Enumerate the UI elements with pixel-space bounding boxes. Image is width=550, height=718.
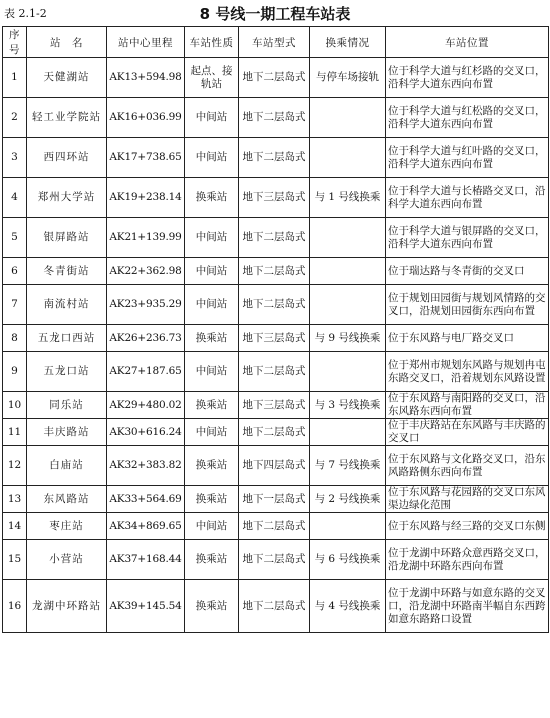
cell-type: 地下二层岛式 <box>239 513 310 540</box>
cell-type: 地下一层岛式 <box>239 486 310 513</box>
cell-location: 位于科学大道与长椿路交叉口，沿科学大道东西向布置 <box>386 178 549 218</box>
cell-type: 地下二层岛式 <box>239 98 310 138</box>
cell-nature: 换乘站 <box>185 540 239 580</box>
cell-station-name: 郑州大学站 <box>27 178 107 218</box>
cell-type: 地下二层岛式 <box>239 138 310 178</box>
cell-nature: 中间站 <box>185 352 239 392</box>
cell-no: 4 <box>3 178 27 218</box>
cell-station-name: 天健湖站 <box>27 58 107 98</box>
cell-transfer <box>310 258 386 285</box>
cell-station-name: 白庙站 <box>27 446 107 486</box>
cell-no: 13 <box>3 486 27 513</box>
cell-no: 6 <box>3 258 27 285</box>
cell-no: 15 <box>3 540 27 580</box>
cell-location: 位于东风路与南阳路的交叉口，沿东风路东西向布置 <box>386 392 549 419</box>
cell-location: 位于科学大道与银屏路的交叉口，沿科学大道东西向布置 <box>386 218 549 258</box>
cell-type: 地下二层岛式 <box>239 218 310 258</box>
table-row <box>3 258 549 285</box>
cell-mileage: AK32+383.82 <box>107 446 185 486</box>
cell-nature: 中间站 <box>185 138 239 178</box>
cell-type: 地下二层岛式 <box>239 580 310 633</box>
station-table <box>2 26 549 633</box>
cell-nature: 换乘站 <box>185 392 239 419</box>
cell-no: 10 <box>3 392 27 419</box>
table-row <box>3 138 549 178</box>
cell-no: 2 <box>3 98 27 138</box>
cell-mileage: AK34+869.65 <box>107 513 185 540</box>
cell-transfer <box>310 218 386 258</box>
table-row <box>3 513 549 540</box>
cell-nature: 换乘站 <box>185 580 239 633</box>
cell-no: 1 <box>3 58 27 98</box>
cell-nature: 中间站 <box>185 258 239 285</box>
table-body <box>3 58 549 633</box>
cell-mileage: AK26+236.73 <box>107 325 185 352</box>
table-header-row <box>3 27 549 58</box>
cell-transfer <box>310 513 386 540</box>
col-header-nature: 车站性质 <box>185 27 239 58</box>
cell-location: 位于郑州市规划东风路与规划冉屯东路交叉口，沿着规划东风路设置 <box>386 352 549 392</box>
cell-location: 位于瑞达路与冬青街的交叉口 <box>386 258 549 285</box>
cell-location: 位于丰庆路站在东风路与丰庆路的交叉口 <box>386 419 549 446</box>
table-row <box>3 580 549 633</box>
table-row <box>3 540 549 580</box>
table-header <box>0 0 550 26</box>
col-header-mileage: 站中心里程 <box>107 27 185 58</box>
cell-no: 14 <box>3 513 27 540</box>
table-number: 表 2.1-2 <box>4 7 47 20</box>
cell-transfer: 与 6 号线换乘 <box>310 540 386 580</box>
table-row <box>3 486 549 513</box>
cell-transfer: 与 9 号线换乘 <box>310 325 386 352</box>
table-row <box>3 446 549 486</box>
cell-no: 5 <box>3 218 27 258</box>
cell-mileage: AK16+036.99 <box>107 98 185 138</box>
cell-station-name: 枣庄站 <box>27 513 107 540</box>
cell-type: 地下二层岛式 <box>239 352 310 392</box>
cell-mileage: AK30+616.24 <box>107 419 185 446</box>
cell-location: 位于龙湖中环路与如意东路的交叉口，沿龙湖中环路南半幅自东西跨如意东路路口设置 <box>386 580 549 633</box>
cell-type: 地下二层岛式 <box>239 540 310 580</box>
table-row <box>3 285 549 325</box>
cell-station-name: 冬青街站 <box>27 258 107 285</box>
table-row <box>3 178 549 218</box>
cell-type: 地下二层岛式 <box>239 58 310 98</box>
col-header-no: 序号 <box>3 27 27 58</box>
cell-station-name: 五龙口西站 <box>27 325 107 352</box>
cell-location: 位于科学大道与红叶路的交叉口，沿科学大道东西向布置 <box>386 138 549 178</box>
cell-transfer: 与 2 号线换乘 <box>310 486 386 513</box>
cell-transfer: 与停车场接轨 <box>310 58 386 98</box>
cell-mileage: AK37+168.44 <box>107 540 185 580</box>
table-title: 8 号线一期工程车站表 <box>199 5 351 23</box>
cell-mileage: AK39+145.54 <box>107 580 185 633</box>
cell-station-name: 龙湖中环路站 <box>27 580 107 633</box>
cell-transfer: 与 3 号线换乘 <box>310 392 386 419</box>
cell-nature: 换乘站 <box>185 178 239 218</box>
cell-location: 位于东风路与花园路的交叉口东风渠边绿化范围 <box>386 486 549 513</box>
col-header-name: 站 名 <box>27 27 107 58</box>
cell-transfer: 与 7 号线换乘 <box>310 446 386 486</box>
cell-location: 位于龙湖中环路众意西路交叉口，沿龙湖中环路东西向布置 <box>386 540 549 580</box>
cell-mileage: AK27+187.65 <box>107 352 185 392</box>
cell-nature: 换乘站 <box>185 446 239 486</box>
cell-location: 位于东风路与经三路的交叉口东侧 <box>386 513 549 540</box>
cell-mileage: AK21+139.99 <box>107 218 185 258</box>
cell-transfer: 与 1 号线换乘 <box>310 178 386 218</box>
cell-location: 位于东风路与文化路交叉口，沿东风路路侧东西向布置 <box>386 446 549 486</box>
cell-station-name: 西四环站 <box>27 138 107 178</box>
cell-station-name: 同乐站 <box>27 392 107 419</box>
cell-nature: 中间站 <box>185 513 239 540</box>
cell-station-name: 东风路站 <box>27 486 107 513</box>
cell-station-name: 小营站 <box>27 540 107 580</box>
cell-type: 地下三层岛式 <box>239 392 310 419</box>
table-row <box>3 419 549 446</box>
cell-location: 位于东风路与电厂路交叉口 <box>386 325 549 352</box>
cell-mileage: AK13+594.98 <box>107 58 185 98</box>
cell-type: 地下四层岛式 <box>239 446 310 486</box>
cell-no: 16 <box>3 580 27 633</box>
cell-no: 11 <box>3 419 27 446</box>
col-header-transfer: 换乘情况 <box>310 27 386 58</box>
cell-nature: 中间站 <box>185 419 239 446</box>
cell-mileage: AK29+480.02 <box>107 392 185 419</box>
cell-type: 地下二层岛式 <box>239 285 310 325</box>
cell-transfer <box>310 352 386 392</box>
cell-location: 位于科学大道与红松路的交叉口，沿科学大道东西向布置 <box>386 98 549 138</box>
cell-type: 地下二层岛式 <box>239 258 310 285</box>
cell-type: 地下三层岛式 <box>239 325 310 352</box>
cell-nature: 起点、接轨站 <box>185 58 239 98</box>
cell-location: 位于科学大道与红杉路的交叉口，沿科学大道东西向布置 <box>386 58 549 98</box>
cell-station-name: 丰庆路站 <box>27 419 107 446</box>
cell-mileage: AK23+935.29 <box>107 285 185 325</box>
cell-nature: 中间站 <box>185 98 239 138</box>
cell-nature: 中间站 <box>185 218 239 258</box>
cell-station-name: 轻工业学院站 <box>27 98 107 138</box>
cell-nature: 换乘站 <box>185 325 239 352</box>
cell-no: 9 <box>3 352 27 392</box>
cell-station-name: 五龙口站 <box>27 352 107 392</box>
cell-transfer: 与 4 号线换乘 <box>310 580 386 633</box>
cell-no: 12 <box>3 446 27 486</box>
table-row <box>3 325 549 352</box>
table-row <box>3 98 549 138</box>
cell-mileage: AK17+738.65 <box>107 138 185 178</box>
table-row <box>3 392 549 419</box>
cell-station-name: 南流村站 <box>27 285 107 325</box>
cell-station-name: 银屏路站 <box>27 218 107 258</box>
cell-mileage: AK19+238.14 <box>107 178 185 218</box>
table-row <box>3 218 549 258</box>
col-header-type: 车站型式 <box>239 27 310 58</box>
cell-no: 8 <box>3 325 27 352</box>
table-row <box>3 58 549 98</box>
table-row <box>3 352 549 392</box>
cell-transfer <box>310 98 386 138</box>
cell-no: 7 <box>3 285 27 325</box>
cell-transfer <box>310 419 386 446</box>
cell-type: 地下二层岛式 <box>239 419 310 446</box>
cell-type: 地下三层岛式 <box>239 178 310 218</box>
cell-nature: 换乘站 <box>185 486 239 513</box>
cell-mileage: AK22+362.98 <box>107 258 185 285</box>
cell-nature: 中间站 <box>185 285 239 325</box>
cell-transfer <box>310 138 386 178</box>
col-header-location: 车站位置 <box>386 27 549 58</box>
cell-no: 3 <box>3 138 27 178</box>
cell-location: 位于规划田园街与规划风情路的交叉口，沿规划田园街东西向布置 <box>386 285 549 325</box>
cell-transfer <box>310 285 386 325</box>
cell-mileage: AK33+564.69 <box>107 486 185 513</box>
